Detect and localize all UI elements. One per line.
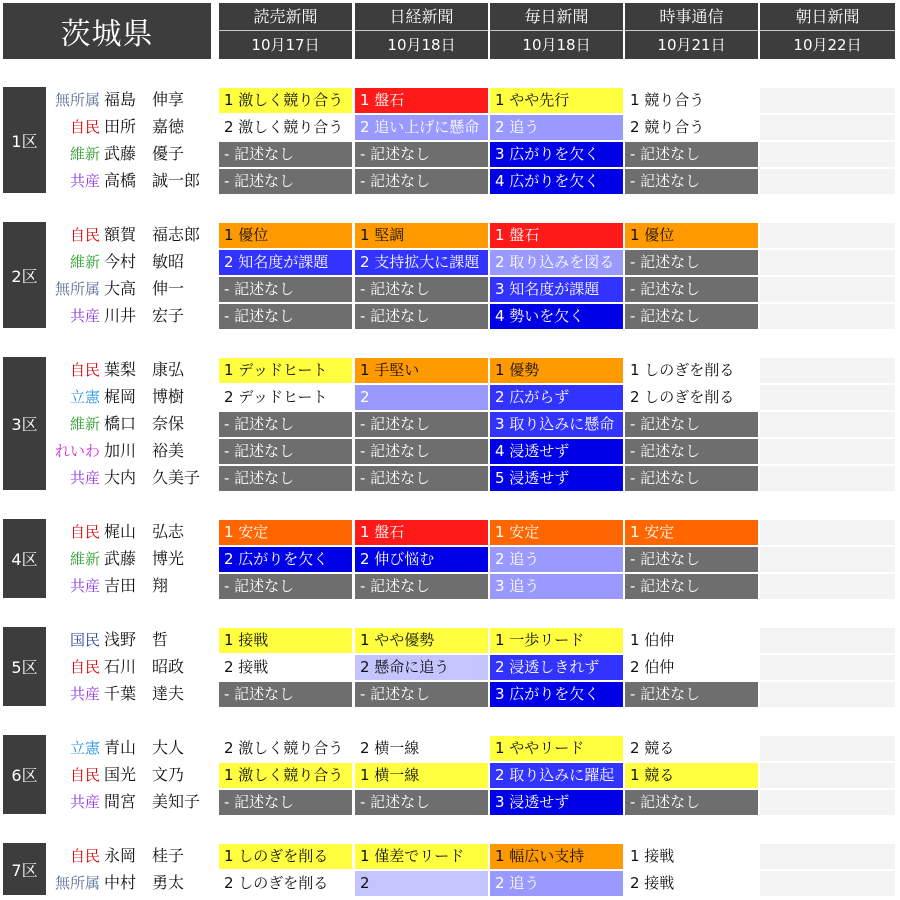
- rating-cell: 1 幅広い支持: [490, 844, 623, 869]
- rating-cell-empty: [760, 277, 895, 302]
- rating-cell: 1 しのぎを削る: [219, 844, 352, 869]
- party-label: 自民: [69, 523, 100, 541]
- candidate-name: 福島 伸享: [104, 90, 185, 109]
- party-label: 自民: [69, 847, 100, 865]
- party-label: 無所属: [54, 91, 100, 109]
- rating-cell-empty: [760, 520, 895, 545]
- candidate-name: 吉田 翔: [104, 576, 169, 595]
- newspaper-header: [760, 3, 895, 59]
- newspaper-date: 10月18日: [387, 36, 456, 54]
- rating-cell-empty: [760, 412, 895, 437]
- rating-cell: - 記述なし: [355, 304, 488, 329]
- rating-cell-empty: [760, 466, 895, 491]
- rating-cell: 3 広がりを欠く: [490, 142, 623, 167]
- candidate-name: 千葉 達夫: [104, 684, 185, 703]
- rating-cell: 2 追う: [490, 871, 623, 896]
- rating-cell: 2 接戦: [219, 655, 352, 680]
- rating-cell: 2 横一線: [355, 736, 488, 761]
- rating-cell: 1 手堅い: [355, 358, 488, 383]
- prefecture-title: 茨城県: [3, 3, 211, 59]
- candidate-name: 川井 宏子: [104, 306, 185, 325]
- rating-cell: 4 勢いを欠く: [490, 304, 623, 329]
- rating-cell: 1 競り合う: [625, 88, 758, 113]
- rating-cell: 1 伯仲: [625, 628, 758, 653]
- rating-cell: 2 浸透しきれず: [490, 655, 623, 680]
- rating-cell: 2 追い上げに懸命: [355, 115, 488, 140]
- newspaper-date: 10月22日: [793, 36, 862, 54]
- party-label: 自民: [69, 361, 100, 379]
- rating-cell: 1 僅差でリード: [355, 844, 488, 869]
- rating-cell: - 記述なし: [219, 439, 352, 464]
- rating-cell: - 記述なし: [355, 790, 488, 815]
- candidate-name: 大高 伸一: [104, 279, 185, 298]
- rating-cell: - 記述なし: [625, 277, 758, 302]
- rating-cell: 5 浸透せず: [490, 466, 623, 491]
- rating-cell: - 記述なし: [355, 574, 488, 599]
- rating-cell: - 記述なし: [625, 547, 758, 572]
- rating-cell: - 記述なし: [355, 169, 488, 194]
- candidate-name: 国光 文乃: [104, 765, 185, 784]
- newspaper-date: 10月17日: [251, 36, 320, 54]
- rating-cell: - 記述なし: [625, 682, 758, 707]
- rating-cell: - 記述なし: [219, 304, 352, 329]
- rating-cell: - 記述なし: [219, 682, 352, 707]
- party-label: 無所属: [54, 874, 100, 892]
- rating-cell: 1 激しく競り合う: [219, 88, 352, 113]
- newspaper-header: [355, 3, 488, 59]
- candidate-name: 額賀 福志郎: [104, 225, 201, 244]
- rating-cell: - 記述なし: [219, 277, 352, 302]
- rating-cell-empty: [760, 304, 895, 329]
- rating-cell: 1 ややリード: [490, 736, 623, 761]
- rating-cell: - 記述なし: [219, 412, 352, 437]
- rating-cell-empty: [760, 169, 895, 194]
- rating-cell: 1 優位: [625, 223, 758, 248]
- rating-cell: - 記述なし: [219, 790, 352, 815]
- rating-cell: 2 知名度が課題: [219, 250, 352, 275]
- district-label: 5区: [3, 627, 46, 706]
- newspaper-date: 10月18日: [522, 36, 591, 54]
- rating-cell: 1 競る: [625, 763, 758, 788]
- party-label: 維新: [69, 550, 100, 568]
- rating-cell: 1 横一線: [355, 763, 488, 788]
- rating-cell: - 記述なし: [625, 439, 758, 464]
- rating-cell: 2 支持拡大に課題: [355, 250, 488, 275]
- rating-cell: 1 盤石: [355, 520, 488, 545]
- rating-cell: 2 競り合う: [625, 115, 758, 140]
- candidate-name: 石川 昭政: [104, 657, 185, 676]
- party-label: 無所属: [54, 280, 100, 298]
- rating-cell: 2 広がりを欠く: [219, 547, 352, 572]
- rating-cell: 1 接戦: [219, 628, 352, 653]
- rating-cell: 3 浸透せず: [490, 790, 623, 815]
- party-label: 共産: [69, 307, 100, 325]
- rating-cell-empty: [760, 358, 895, 383]
- candidate-name: 今村 敏昭: [104, 252, 185, 271]
- newspaper-header: [490, 3, 623, 59]
- rating-cell: 2 しのぎを削る: [625, 385, 758, 410]
- rating-cell: - 記述なし: [355, 439, 488, 464]
- rating-cell: 3 広がりを欠く: [490, 682, 623, 707]
- rating-cell-empty: [760, 439, 895, 464]
- candidate-name: 間宮 美知子: [104, 792, 201, 811]
- party-label: 自民: [69, 658, 100, 676]
- party-label: 立憲: [69, 388, 100, 406]
- candidate-name: 永岡 桂子: [104, 846, 185, 865]
- rating-cell-empty: [760, 790, 895, 815]
- rating-cell: - 記述なし: [625, 412, 758, 437]
- rating-cell-empty: [760, 547, 895, 572]
- rating-cell: 2 接戦: [625, 871, 758, 896]
- party-label: 共産: [69, 172, 100, 190]
- rating-cell: - 記述なし: [625, 169, 758, 194]
- rating-cell: 1 やや先行: [490, 88, 623, 113]
- party-label: 自民: [69, 766, 100, 784]
- rating-cell: - 記述なし: [625, 142, 758, 167]
- rating-cell: 1 盤石: [490, 223, 623, 248]
- rating-cell: 4 浸透せず: [490, 439, 623, 464]
- rating-cell-empty: [760, 250, 895, 275]
- rating-cell: - 記述なし: [355, 412, 488, 437]
- rating-cell: 1 しのぎを削る: [625, 358, 758, 383]
- rating-cell: - 記述なし: [355, 682, 488, 707]
- candidate-name: 浅野 哲: [104, 630, 169, 649]
- rating-cell: 2 デッドヒート: [219, 385, 352, 410]
- rating-cell: - 記述なし: [625, 466, 758, 491]
- party-label: 立憲: [69, 739, 100, 757]
- rating-cell: 1 盤石: [355, 88, 488, 113]
- rating-cell-empty: [760, 142, 895, 167]
- rating-cell: 4 広がりを欠く: [490, 169, 623, 194]
- party-label: 自民: [69, 226, 100, 244]
- newspaper-name: 毎日新聞: [490, 3, 623, 31]
- rating-cell: 1 安定: [490, 520, 623, 545]
- district-label: 1区: [3, 87, 46, 193]
- rating-cell: 1 安定: [625, 520, 758, 545]
- rating-cell-empty: [760, 736, 895, 761]
- party-label: 共産: [69, 793, 100, 811]
- candidate-name: 梶山 弘志: [104, 522, 185, 541]
- rating-cell: 2 激しく競り合う: [219, 736, 352, 761]
- rating-cell: 1 一歩リード: [490, 628, 623, 653]
- rating-cell: 3 取り込みに懸命: [490, 412, 623, 437]
- district-label: 7区: [3, 843, 46, 895]
- party-label: れいわ: [54, 442, 100, 460]
- rating-cell: 3 知名度が課題: [490, 277, 623, 302]
- party-label: 共産: [69, 469, 100, 487]
- rating-cell: 3 追う: [490, 574, 623, 599]
- rating-cell: 2 取り込みを図る: [490, 250, 623, 275]
- rating-cell: 1 堅調: [355, 223, 488, 248]
- rating-cell-empty: [760, 763, 895, 788]
- candidate-name: 高橋 誠一郎: [104, 171, 201, 190]
- rating-cell: - 記述なし: [355, 142, 488, 167]
- candidate-name: 橋口 奈保: [104, 414, 185, 433]
- rating-cell: 2: [355, 385, 488, 410]
- rating-cell: 2: [355, 871, 488, 896]
- party-label: 共産: [69, 577, 100, 595]
- rating-cell: - 記述なし: [625, 574, 758, 599]
- rating-cell-empty: [760, 574, 895, 599]
- rating-cell: - 記述なし: [355, 466, 488, 491]
- candidate-name: 武藤 博光: [104, 549, 185, 568]
- rating-cell: 1 やや優勢: [355, 628, 488, 653]
- rating-cell-empty: [760, 115, 895, 140]
- rating-cell: - 記述なし: [219, 574, 352, 599]
- newspaper-name: 読売新聞: [219, 3, 352, 31]
- rating-cell: 1 接戦: [625, 844, 758, 869]
- rating-cell: - 記述なし: [219, 169, 352, 194]
- rating-cell: - 記述なし: [625, 790, 758, 815]
- party-label: 自民: [69, 118, 100, 136]
- candidate-name: 青山 大人: [104, 738, 185, 757]
- candidate-name: 武藤 優子: [104, 144, 185, 163]
- rating-cell: - 記述なし: [625, 304, 758, 329]
- rating-cell-empty: [760, 385, 895, 410]
- candidate-name: 中村 勇太: [104, 873, 185, 892]
- rating-cell-empty: [760, 628, 895, 653]
- rating-cell: 2 激しく競り合う: [219, 115, 352, 140]
- rating-cell-empty: [760, 223, 895, 248]
- party-label: 維新: [69, 253, 100, 271]
- party-label: 国民: [69, 631, 100, 649]
- district-label: 2区: [3, 222, 46, 328]
- rating-cell-empty: [760, 871, 895, 896]
- rating-cell: - 記述なし: [355, 277, 488, 302]
- rating-cell: 2 懸命に追う: [355, 655, 488, 680]
- rating-cell: - 記述なし: [219, 466, 352, 491]
- district-label: 3区: [3, 357, 46, 490]
- candidate-name: 葉梨 康弘: [104, 360, 185, 379]
- rating-cell-empty: [760, 655, 895, 680]
- party-label: 共産: [69, 685, 100, 703]
- rating-cell: 2 伯仲: [625, 655, 758, 680]
- candidate-name: 大内 久美子: [104, 468, 201, 487]
- newspaper-date: 10月21日: [657, 36, 726, 54]
- party-label: 維新: [69, 145, 100, 163]
- newspaper-header: [219, 3, 352, 59]
- newspaper-header: [625, 3, 758, 59]
- rating-cell: 1 激しく競り合う: [219, 763, 352, 788]
- newspaper-name: 日経新聞: [355, 3, 488, 31]
- rating-cell: - 記述なし: [219, 142, 352, 167]
- candidate-name: 田所 嘉徳: [104, 117, 185, 136]
- rating-cell: 1 安定: [219, 520, 352, 545]
- party-label: 維新: [69, 415, 100, 433]
- rating-cell: 2 競る: [625, 736, 758, 761]
- district-label: 6区: [3, 735, 46, 814]
- rating-cell: 2 広がらず: [490, 385, 623, 410]
- rating-cell-empty: [760, 844, 895, 869]
- rating-cell-empty: [760, 682, 895, 707]
- newspaper-name: 時事通信: [625, 3, 758, 31]
- district-label: 4区: [3, 519, 46, 598]
- rating-cell: 1 デッドヒート: [219, 358, 352, 383]
- rating-cell: 1 優勢: [490, 358, 623, 383]
- rating-cell: 1 優位: [219, 223, 352, 248]
- rating-cell: 2 伸び悩む: [355, 547, 488, 572]
- rating-cell: 2 しのぎを削る: [219, 871, 352, 896]
- rating-cell: 2 追う: [490, 547, 623, 572]
- candidate-name: 梶岡 博樹: [104, 387, 185, 406]
- rating-cell: 2 追う: [490, 115, 623, 140]
- rating-cell-empty: [760, 88, 895, 113]
- rating-cell: - 記述なし: [625, 250, 758, 275]
- newspaper-name: 朝日新聞: [760, 3, 895, 31]
- rating-cell: 2 取り込みに躍起: [490, 763, 623, 788]
- candidate-name: 加川 裕美: [104, 441, 185, 460]
